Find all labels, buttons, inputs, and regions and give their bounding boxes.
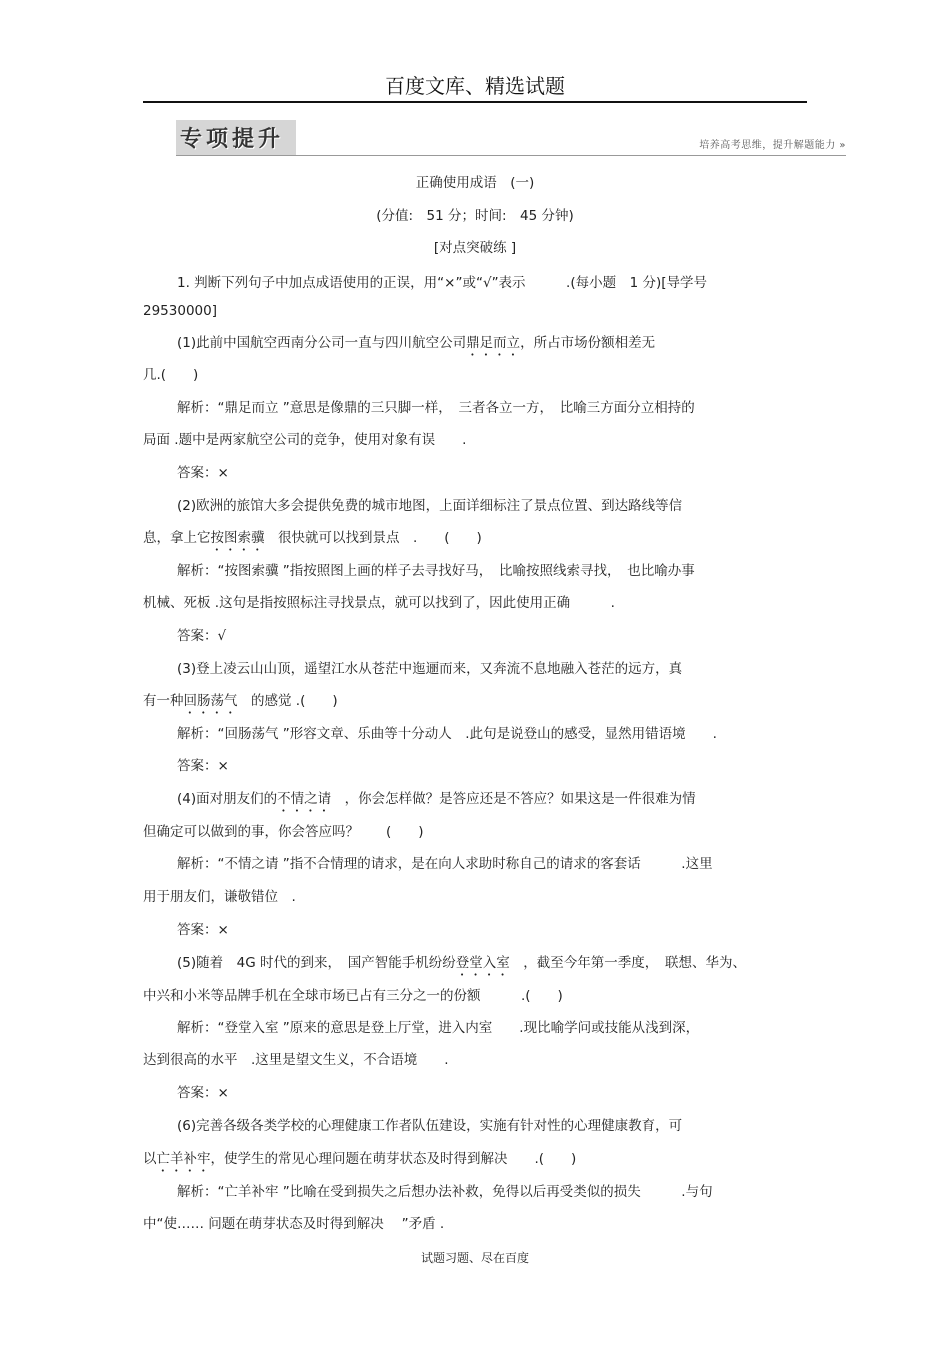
item-3-text-pre: 有一种	[143, 693, 184, 709]
item-4-text-post: ，你会怎样做？是答应还是不答应？如果这是一件很难为情	[331, 791, 696, 807]
item-1-sentence	[177, 331, 655, 359]
item-4-analysis: 解析：“不情之请 ”指不合情理的请求，是在向人求助时称自己的请求的客套话 .这里	[177, 856, 713, 872]
item-6-text-post: ，使学生的常见心理问题在萌芽状态及时得到解决 .( )	[210, 1151, 577, 1167]
item-1-analysis: 解析：“鼎足而立 ”意思是像鼎的三只脚一样， 三者各立一方， 比喻三方面分立相持的	[177, 400, 695, 416]
item-5-analysis-cont: 达到很高的水平 .这里是望文生义，不合语境 .	[143, 1052, 449, 1068]
item-5-text-pre: (5)随着 4G 时代的到来， 国产智能手机纷纷	[177, 955, 456, 971]
item-4-sentence	[177, 787, 696, 815]
section-label: [对点突破练 ]	[433, 240, 517, 256]
banner-slogan: 培养高考思维，提升解题能力 »	[699, 140, 846, 151]
item-5-sentence-cont: 中兴和小米等品牌手机在全球市场已占有三分之一的份额 .( )	[143, 988, 563, 1004]
item-1-idiom: 鼎足而立	[466, 335, 521, 351]
header-divider	[143, 101, 807, 103]
question-prompt: 1. 判断下列句子中加点成语使用的正误，用“×”或“√”表示 .(每小题 1 分)[导学号	[177, 275, 708, 291]
banner-divider	[176, 155, 846, 156]
item-4-text-pre: (4)面对朋友们的	[177, 791, 278, 807]
item-5-sentence	[177, 951, 746, 979]
item-5-answer: 答案：×	[177, 1085, 229, 1101]
item-3-sentence: (3)登上凌云山山顶，遥望江水从苍茫中迤逦而来，又奔流不息地融入苍茫的远方，真	[177, 661, 683, 677]
item-5-analysis: 解析：“登堂入室 ”原来的意思是登上厅堂，进入内室 .现比喻学问或技能从浅到深，	[177, 1020, 700, 1036]
item-2-text-pre: 息，拿上它	[143, 530, 211, 546]
item-4-idiom: 不情之请	[277, 791, 332, 807]
exercise-title: 正确使用成语 (一)	[415, 175, 535, 191]
item-1-text-post: ，所占市场份额相差无	[520, 335, 656, 351]
question-prompt-cont: 29530000]	[143, 303, 217, 319]
item-4-answer: 答案：×	[177, 922, 229, 938]
item-6-text-pre: 以	[143, 1151, 157, 1167]
item-5-idiom: 登堂入室	[455, 955, 510, 971]
item-2-text-post: 很快就可以找到景点 . ( )	[264, 530, 482, 546]
exercise-meta: (分值: 51 分；时间: 45 分钟)	[376, 208, 574, 224]
item-6-analysis-cont: 中“使…… 问题在萌芽状态及时得到解决 ”矛盾 .	[143, 1216, 445, 1232]
item-1-sentence-cont: 几.( )	[143, 367, 199, 383]
item-2-sentence: (2)欧洲的旅馆大多会提供免费的城市地图，上面详细标注了景点位置、到达路线等信	[177, 498, 683, 514]
item-6-sentence: (6)完善各级各类学校的心理健康工作者队伍建设，实施有针对性的心理健康教育，可	[177, 1118, 683, 1134]
footer-text: 试题习题、尽在百度	[420, 1251, 529, 1265]
item-3-analysis: 解析：“回肠荡气 ”形容文章、乐曲等十分动人 .此句是说登山的感受，显然用错语境 .	[177, 726, 717, 742]
item-6-sentence-cont	[143, 1147, 576, 1175]
item-6-idiom: 亡羊补牢	[156, 1151, 211, 1167]
item-4-analysis-cont: 用于朋友们，谦敬错位 .	[143, 889, 296, 905]
header-title: 百度文库、精选试题	[385, 74, 565, 98]
item-3-idiom: 回肠荡气	[183, 693, 238, 709]
item-1-analysis-cont: 局面 .题中是两家航空公司的竞争，使用对象有误 .	[143, 432, 467, 448]
item-6-analysis: 解析：“亡羊补牢 ”比喻在受到损失之后想办法补救，免得以后再受类似的损失 .与句	[177, 1184, 713, 1200]
item-3-answer: 答案：×	[177, 758, 229, 774]
item-2-idiom: 按图索骥	[210, 530, 265, 546]
item-3-sentence-cont	[143, 689, 338, 717]
banner-label: 专项提升	[180, 127, 285, 152]
item-2-answer: 答案：√	[177, 628, 227, 644]
item-1-answer: 答案：×	[177, 465, 229, 481]
item-3-text-post: 的感觉 .( )	[237, 693, 338, 709]
item-5-text-post: ，截至今年第一季度， 联想、华为、	[509, 955, 746, 971]
item-4-sentence-cont: 但确定可以做到的事，你会答应吗？ ( )	[143, 824, 424, 840]
item-2-analysis-cont: 机械、死板 .这句是指按照标注寻找景点，就可以找到了，因此使用正确 .	[143, 595, 615, 611]
item-2-sentence-cont	[143, 526, 482, 554]
item-1-text-pre: (1)此前中国航空西南分公司一直与四川航空公司	[177, 335, 467, 351]
item-2-analysis: 解析：“按图索骥 ”指按照图上画的样子去寻找好马， 比喻按照线索寻找， 也比喻办事	[177, 563, 695, 579]
